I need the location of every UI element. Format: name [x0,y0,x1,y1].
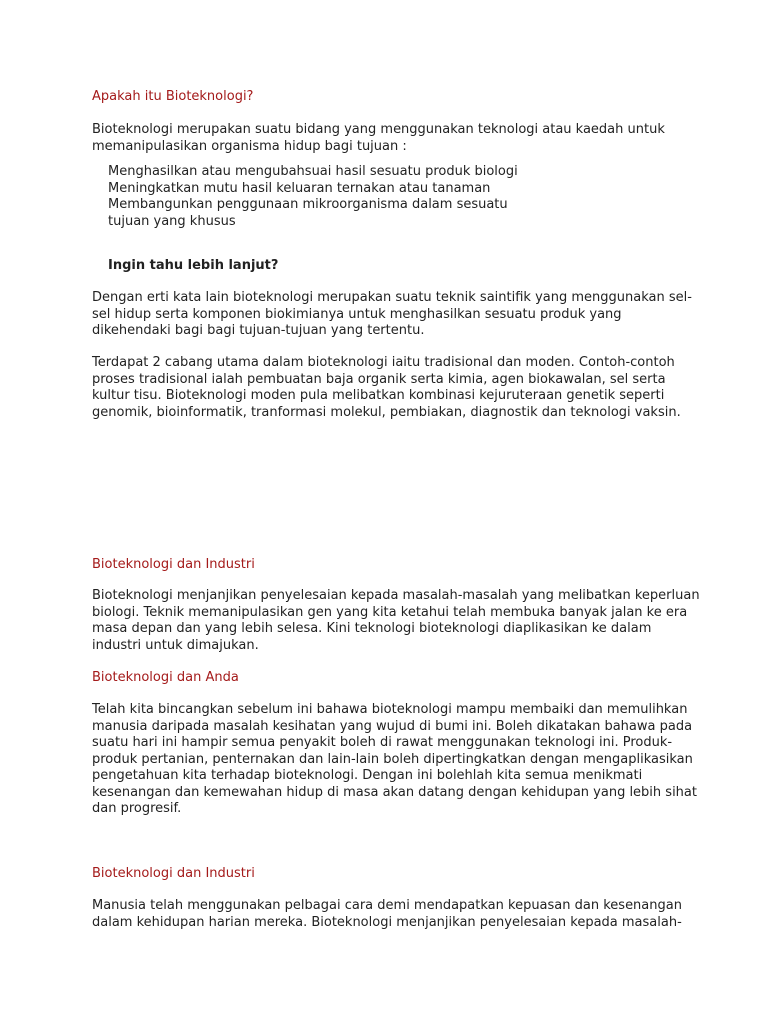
paragraph-line: produk pertanian, penternakan dan lain-lain boleh dipertingkatkan dengan mengaplikasikan [92,751,693,767]
branches-paragraph [92,355,682,421]
heading-bioteknologi-dan-anda: Bioteknologi dan Anda [92,670,239,685]
definition-paragraph [92,290,692,340]
paragraph-line: dikehendaki bagi bagi tujuan-tujuan yang tertentu. [92,323,425,338]
paragraph-line: industri untuk dimajukan. [92,637,259,653]
heading-apakah-itu-bioteknologi: Apakah itu Bioteknologi? [92,89,254,104]
intro-line: Bioteknologi merupakan suatu bidang yang menggunakan teknologi atau kaedah untuk [92,122,665,137]
list-item-text: Meningkatkan mutu hasil keluaran ternakan atau tanaman [108,180,491,196]
list-item-text: Membangunkan penggunaan mikroorganisma dalam sesuatu [108,197,508,212]
intro-paragraph [92,122,682,155]
paragraph-line: Bioteknologi menjanjikan penyelesaian kepada masalah-masalah yang melibatkan keperluan [92,588,700,603]
list-item-text: Menghasilkan atau mengubahsuai hasil sesuatu produk biologi [108,164,518,179]
paragraph-line: genomik, bioinformatik, tranformasi molekul, pembiakan, diagnostik dan teknologi vaksin. [92,404,681,420]
purpose-list [108,164,668,230]
subheading-ingin-tahu: Ingin tahu lebih lanjut? [108,258,279,273]
paragraph-line: proses tradisional ialah pembuatan baja organik serta kimia, agen biokawalan, sel serta [92,371,666,387]
industry-paragraph-2 [92,898,682,931]
paragraph-line: kultur tisu. Bioteknologi moden pula melibatkan kombinasi kejuruteraan genetik seperti [92,388,665,403]
industry-paragraph [92,588,700,654]
paragraph-line: Telah kita bincangkan sebelum ini bahawa bioteknologi mampu membaiki dan memulihkan [92,702,688,717]
list-item [108,197,668,230]
paragraph-line: dan progresif. [92,801,182,816]
paragraph-line: Manusia telah menggunakan pelbagai cara demi mendapatkan kepuasan dan kesenangan [92,898,682,913]
paragraph-line: Terdapat 2 cabang utama dalam bioteknologi iaitu tradisional dan moden. Contoh-contoh [92,355,675,370]
paragraph-line: masa depan dan yang lebih selesa. Kini teknologi bioteknologi diaplikasikan ke dalam [92,621,652,636]
list-item-text: tujuan yang khusus [108,213,236,229]
paragraph-line: manusia daripada masalah kesihatan yang wujud di bumi ini. Boleh dikatakan bahawa pada [92,718,693,734]
anda-paragraph [92,702,697,818]
list-item [108,164,668,181]
paragraph-line: Dengan erti kata lain bioteknologi merupakan suatu teknik saintifik yang menggunakan sel- [92,290,692,305]
paragraph-line: sel hidup serta komponen biokimianya untuk menghasilkan sesuatu produk yang [92,306,622,322]
paragraph-line: suatu hari ini hampir semua penyakit boleh di rawat menggunakan teknologi ini. Produk- [92,735,673,750]
paragraph-line: dalam kehidupan harian mereka. Bioteknologi menjanjikan penyelesaian kepada masalah- [92,914,682,930]
paragraph-line: kesenangan dan kemewahan hidup di masa akan datang dengan kehidupan yang lebih sihat [92,784,697,800]
paragraph-line: biologi. Teknik memanipulasikan gen yang kita ketahui telah membuka banyak jalan ke era [92,604,688,620]
paragraph-line: pengetahuan kita terhadap bioteknologi. Dengan ini bolehlah kita semua menikmati [92,768,643,783]
heading-bioteknologi-dan-industri-2: Bioteknologi dan Industri [92,866,255,881]
list-item [108,181,668,198]
intro-line: memanipulasikan organisma hidup bagi tujuan : [92,138,407,154]
heading-bioteknologi-dan-industri: Bioteknologi dan Industri [92,557,255,572]
